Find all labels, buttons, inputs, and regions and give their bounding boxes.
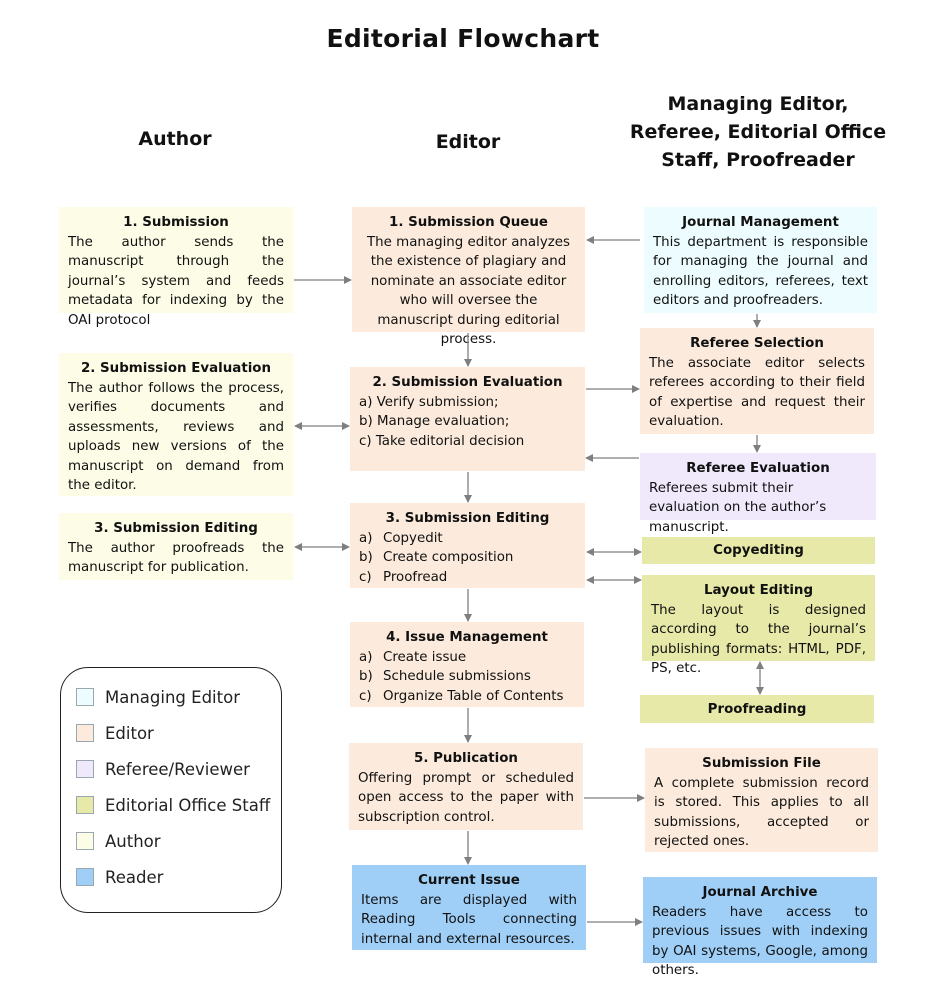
list-marker: b) <box>359 550 373 565</box>
list-marker: a) <box>359 649 373 665</box>
box-text: Items are displayed with Reading Tools connecting internal and external resources. <box>361 892 577 947</box>
box-text: Referees submit their evaluation on the author’s manuscript. <box>649 480 827 535</box>
box-title: Submission File <box>702 756 821 771</box>
box-text: Offering prompt or scheduled open access to the paper with subscription control. <box>358 770 574 825</box>
box-title: Journal Archive <box>702 885 818 900</box>
box-title: Layout Editing <box>703 583 814 598</box>
box-title: Current Issue <box>418 873 520 888</box>
box-title: 5. Publication <box>414 751 518 766</box>
box-title: Referee Selection <box>690 336 824 351</box>
box-text: The author sends the manuscript through the journal’s system and feeds metadata for indexing by the OAI protocol <box>68 234 284 328</box>
box-title: 3. Submission Editing <box>94 521 258 536</box>
list-text: Create composition <box>383 550 514 565</box>
list-text: Organize Table of Contents <box>383 688 564 704</box>
box-title: Proofreading <box>707 702 807 717</box>
list-item: c) Take editorial decision <box>359 433 525 449</box>
page-title: Editorial Flowchart <box>326 24 600 53</box>
column-header-author-label: Author <box>138 128 212 150</box>
box-title: 1. Submission Queue <box>389 215 548 230</box>
box-text: A complete submission record is stored. This applies to all submissions, accepted or rejected ones. <box>654 775 869 849</box>
box-text: The author follows the process, verifies documents and assessments, reviews and uploads new versions of the manuscript on demand from the editor. <box>68 380 284 493</box>
box-title: 2. Submission Evaluation <box>372 375 563 390</box>
box-title: Copyediting <box>713 543 804 558</box>
box-title: 4. Issue Management <box>386 630 548 645</box>
column-header-staff-line: Staff, Proofreader <box>661 149 855 171</box>
list-text: Proofread <box>383 569 448 585</box>
list-text: Schedule submissions <box>383 669 531 684</box>
box-text: The layout is designed according to the journal’s publishing formats: HTML, PDF, PS, etc. <box>651 602 866 676</box>
list-item: b) Manage evaluation; <box>359 414 510 429</box>
box-title: 1. Submission <box>123 215 229 230</box>
box-title: 3. Submission Editing <box>385 511 550 526</box>
column-header-staff-line: Managing Editor, <box>667 93 849 115</box>
list-item: a) Verify submission; <box>359 394 499 410</box>
box-text: The author proofreads the manuscript for publication. <box>68 540 284 575</box>
legend-label: Editorial Office Staff <box>105 795 271 815</box>
list-marker: c) <box>359 569 372 585</box>
box-text: The managing editor analyzes the existence of plagiary and nominate an associate editor who will oversee the manuscript during editorial process. <box>366 234 571 347</box>
column-header-editor-label: Editor <box>435 131 501 153</box>
list-marker: c) <box>359 688 372 704</box>
legend-label: Referee/Reviewer <box>105 759 250 779</box>
legend-label: Managing Editor <box>105 687 240 707</box>
box-title: Referee Evaluation <box>686 461 830 476</box>
column-header-staff-line: Referee, Editorial Office <box>629 121 887 143</box>
legend-label: Reader <box>105 867 164 887</box>
list-marker: a) <box>359 530 373 546</box>
box-text: The associate editor selects referees according to their field of expertise and request their evaluation. <box>649 355 865 429</box>
box-title: 2. Submission Evaluation <box>80 361 272 376</box>
box-text: Readers have access to previous issues with indexing by OAI systems, Google, among others. <box>652 904 868 978</box>
list-text: Create issue <box>383 649 467 665</box>
box-text: This department is responsible for managing the journal and enrolling editors, referees, text editors and proofreaders. <box>653 234 868 308</box>
legend-label: Author <box>105 831 161 851</box>
box-title: Journal Management <box>682 215 839 230</box>
list-text: Copyedit <box>383 530 443 546</box>
legend-label: Editor <box>105 723 154 743</box>
list-marker: b) <box>359 669 373 684</box>
